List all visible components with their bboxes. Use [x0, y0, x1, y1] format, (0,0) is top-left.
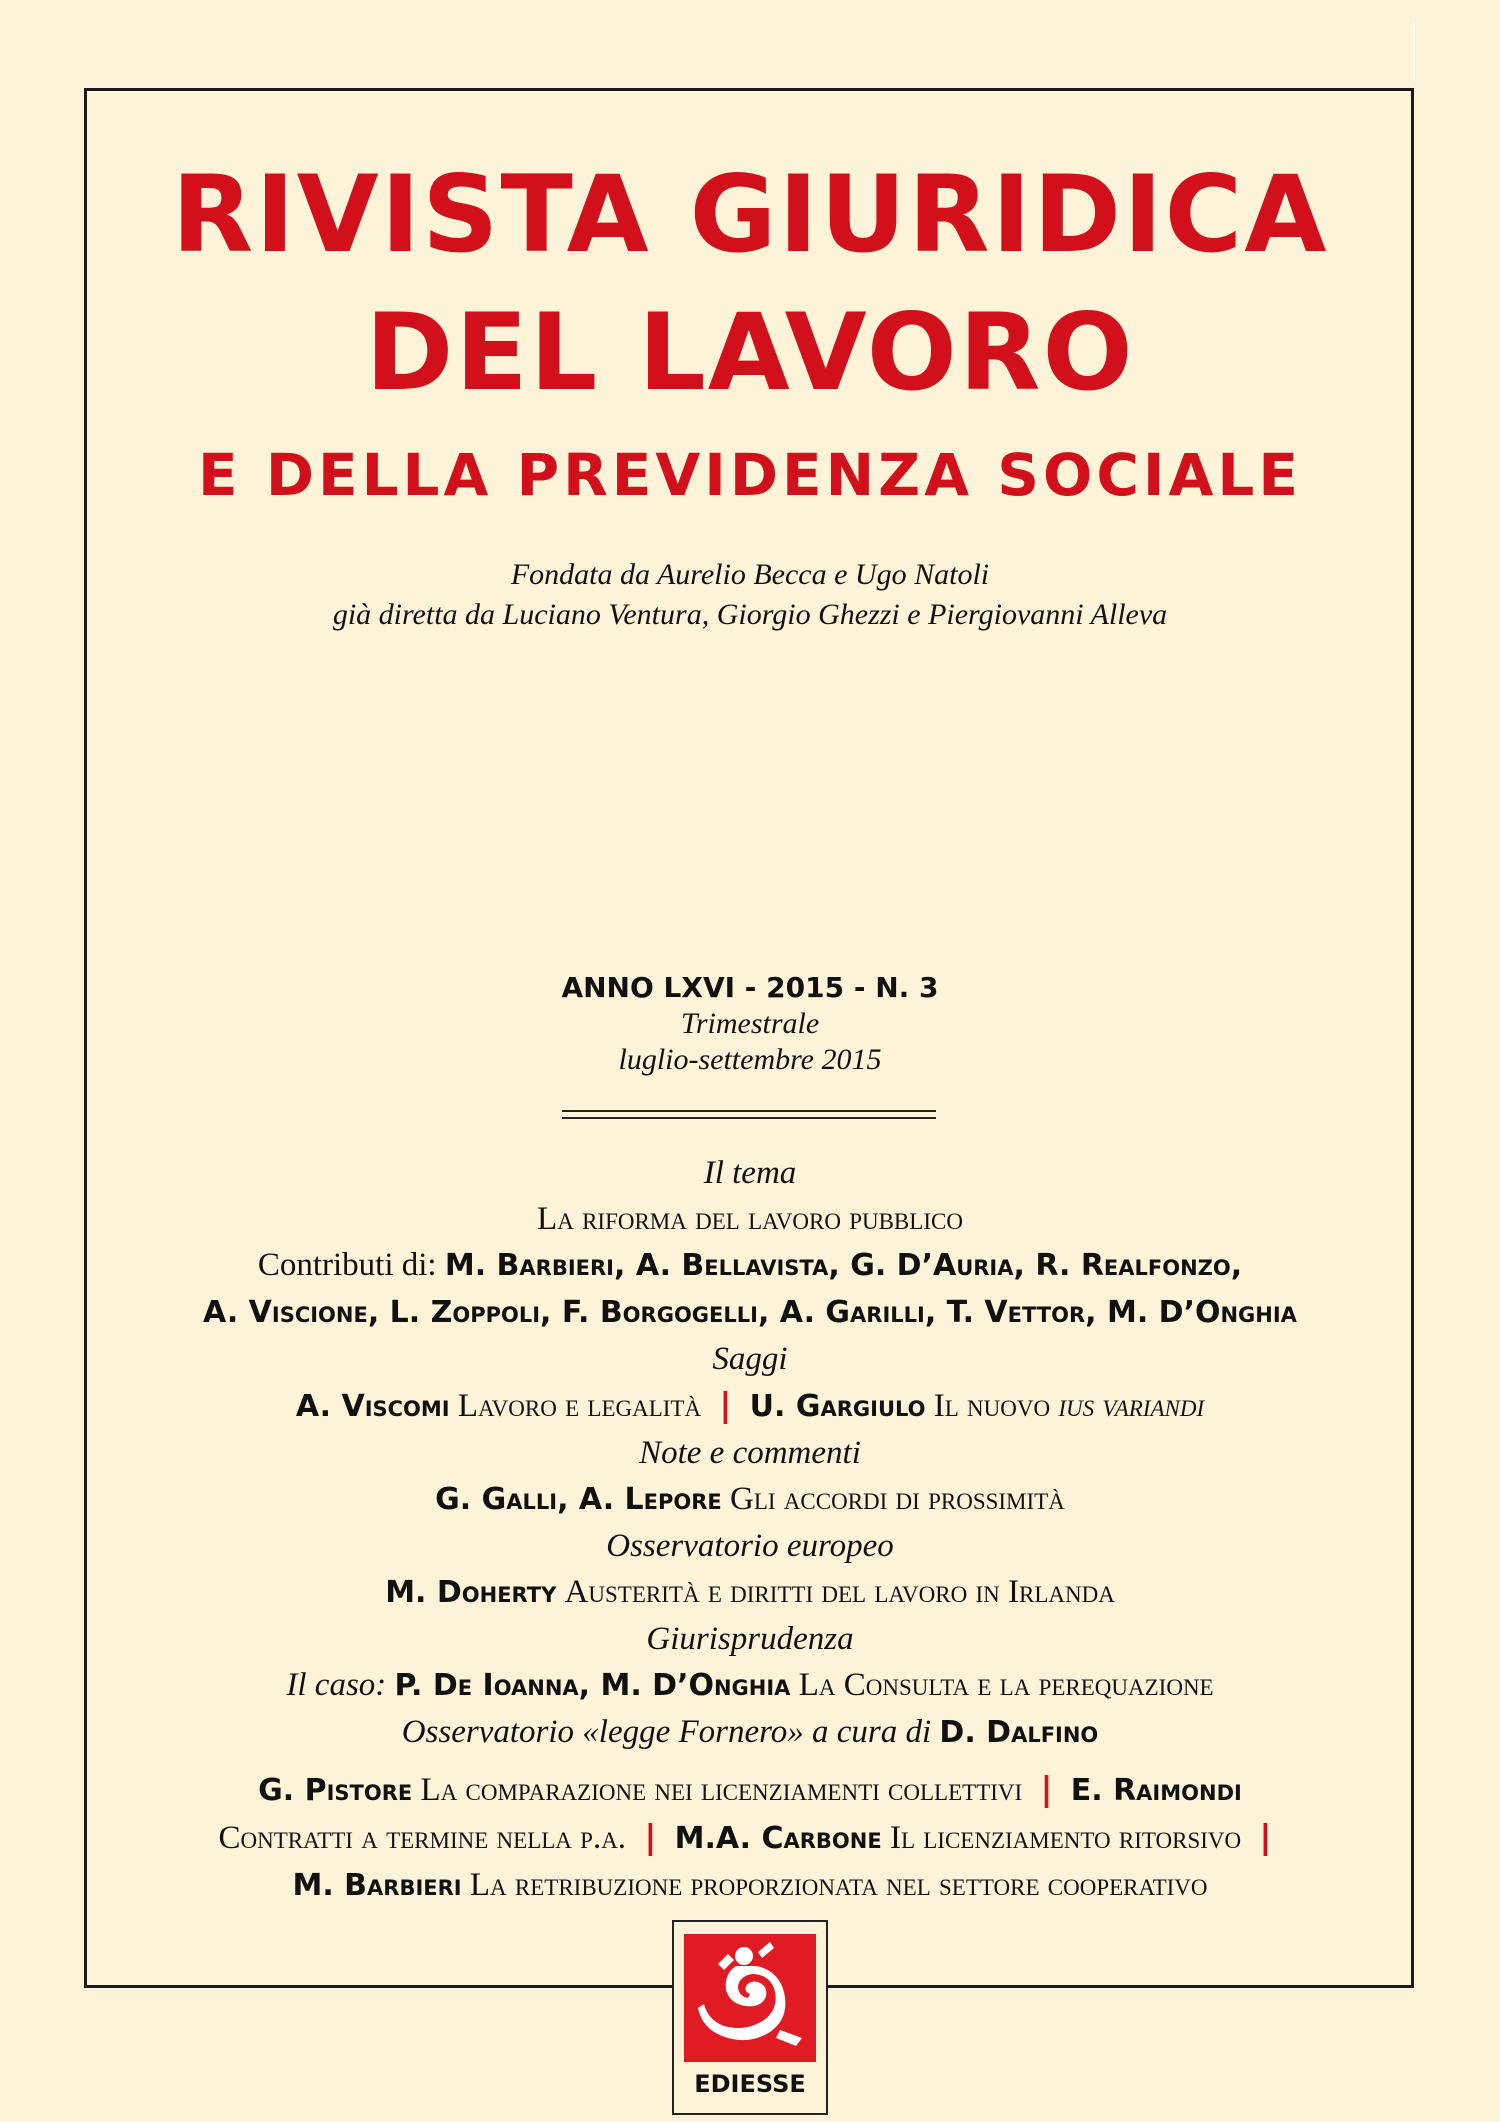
section-label-saggi: Saggi — [712, 1341, 788, 1377]
issue-period: luglio-settembre 2015 — [618, 1043, 882, 1076]
misc-author-4: M. Barbieri — [292, 1868, 462, 1903]
section-label-osservatorio: Osservatorio europeo — [606, 1528, 894, 1564]
saggi-title-2-italic: ius variandi — [1058, 1388, 1205, 1424]
misc-title-4: La retribuzione proporzionata nel settore cooperativo — [469, 1867, 1208, 1903]
publisher-logo — [672, 1920, 828, 2115]
misc-author-3: M.A. Carbone — [674, 1821, 882, 1856]
journal-title-line3: E DELLA PREVIDENZA SOCIALE — [198, 441, 1302, 509]
separator-bar: | — [1040, 1769, 1053, 1808]
issue-frequency: Trimestrale — [680, 1007, 820, 1040]
separator-bar: | — [1259, 1817, 1272, 1856]
founders-block — [0, 555, 1500, 635]
section-label-giurisprudenza: Giurisprudenza — [646, 1621, 854, 1657]
saggi-author-2: U. Gargiulo — [749, 1389, 926, 1424]
caso-authors: P. De Ioanna, M. D’Onghia — [394, 1668, 791, 1703]
contributors-line-1 — [60, 1242, 1440, 1289]
misc-author-2: E. Raimondi — [1070, 1773, 1242, 1808]
caso-label: Il caso: — [286, 1667, 387, 1703]
misc-title-1: La comparazione nei licenziamenti collettivi — [420, 1772, 1023, 1808]
saggi-author-1: A. Viscomi — [295, 1389, 450, 1424]
misc-line-2 — [60, 1814, 1440, 1862]
separator-bar: | — [644, 1817, 657, 1856]
section-label-note: Note e commenti — [639, 1435, 861, 1471]
siren-logo-icon — [684, 1934, 816, 2062]
note-title: Gli accordi di prossimità — [730, 1481, 1065, 1517]
note-line — [60, 1476, 1440, 1523]
contributors-line-2 — [60, 1289, 1440, 1336]
saggi-title-2: Il nuovo — [933, 1388, 1051, 1424]
table-of-contents — [60, 1150, 1440, 1909]
journal-title-line1: RIVISTA GIURIDICA — [171, 153, 1329, 276]
publisher-name: EDIESSE — [694, 2070, 806, 2098]
double-rule-divider — [562, 1110, 936, 1119]
journal-title-line2: DEL LAVORO — [365, 291, 1135, 414]
misc-title-2: Contratti a termine nella p.a. — [218, 1820, 627, 1856]
fornero-line — [60, 1709, 1440, 1756]
issue-block — [0, 970, 1500, 1078]
issue-number: ANNO LXVI - 2015 - N. 3 — [561, 971, 939, 1004]
edge-mark — [1413, 22, 1415, 82]
osservatorio-title: Austerità e diritti del lavoro in Irlanda — [564, 1574, 1115, 1610]
caso-line — [60, 1662, 1440, 1709]
contributors-authors-2: A. Viscione, L. Zoppoli, F. Borgogelli, A. Garilli, T. Vettor, M. D’Onghia — [203, 1295, 1297, 1330]
misc-line-3 — [60, 1862, 1440, 1909]
contributors-authors-1: M. Barbieri, A. Bellavista, G. D’Auria, R. Realfonzo, — [444, 1248, 1243, 1283]
saggi-line — [60, 1382, 1440, 1430]
siren-icon — [684, 1934, 816, 2062]
misc-title-3: Il licenziamento ritorsivo — [889, 1820, 1242, 1856]
separator-bar: | — [719, 1385, 732, 1424]
contributors-label: Contributi di: — [257, 1247, 437, 1283]
section-label-tema: Il tema — [703, 1155, 797, 1191]
fornero-author: D. Dalfino — [939, 1715, 1099, 1750]
saggi-title-1: Lavoro e legalità — [457, 1388, 702, 1424]
osservatorio-author: M. Doherty — [385, 1575, 557, 1610]
misc-author-1: G. Pistore — [258, 1773, 413, 1808]
osservatorio-line — [60, 1569, 1440, 1616]
misc-line-1 — [60, 1766, 1440, 1814]
note-authors: G. Galli, A. Lepore — [435, 1482, 722, 1517]
tema-title: La riforma del lavoro pubblico — [537, 1201, 963, 1237]
fornero-label: Osservatorio «legge Fornero» a cura di — [401, 1714, 932, 1750]
caso-title: La Consulta e la perequazione — [798, 1667, 1214, 1703]
former-directors-line: già diretta da Luciano Ventura, Giorgio Ghezzi e Piergiovanni Alleva — [332, 598, 1168, 631]
founders-line: Fondata da Aurelio Becca e Ugo Natoli — [510, 558, 990, 591]
